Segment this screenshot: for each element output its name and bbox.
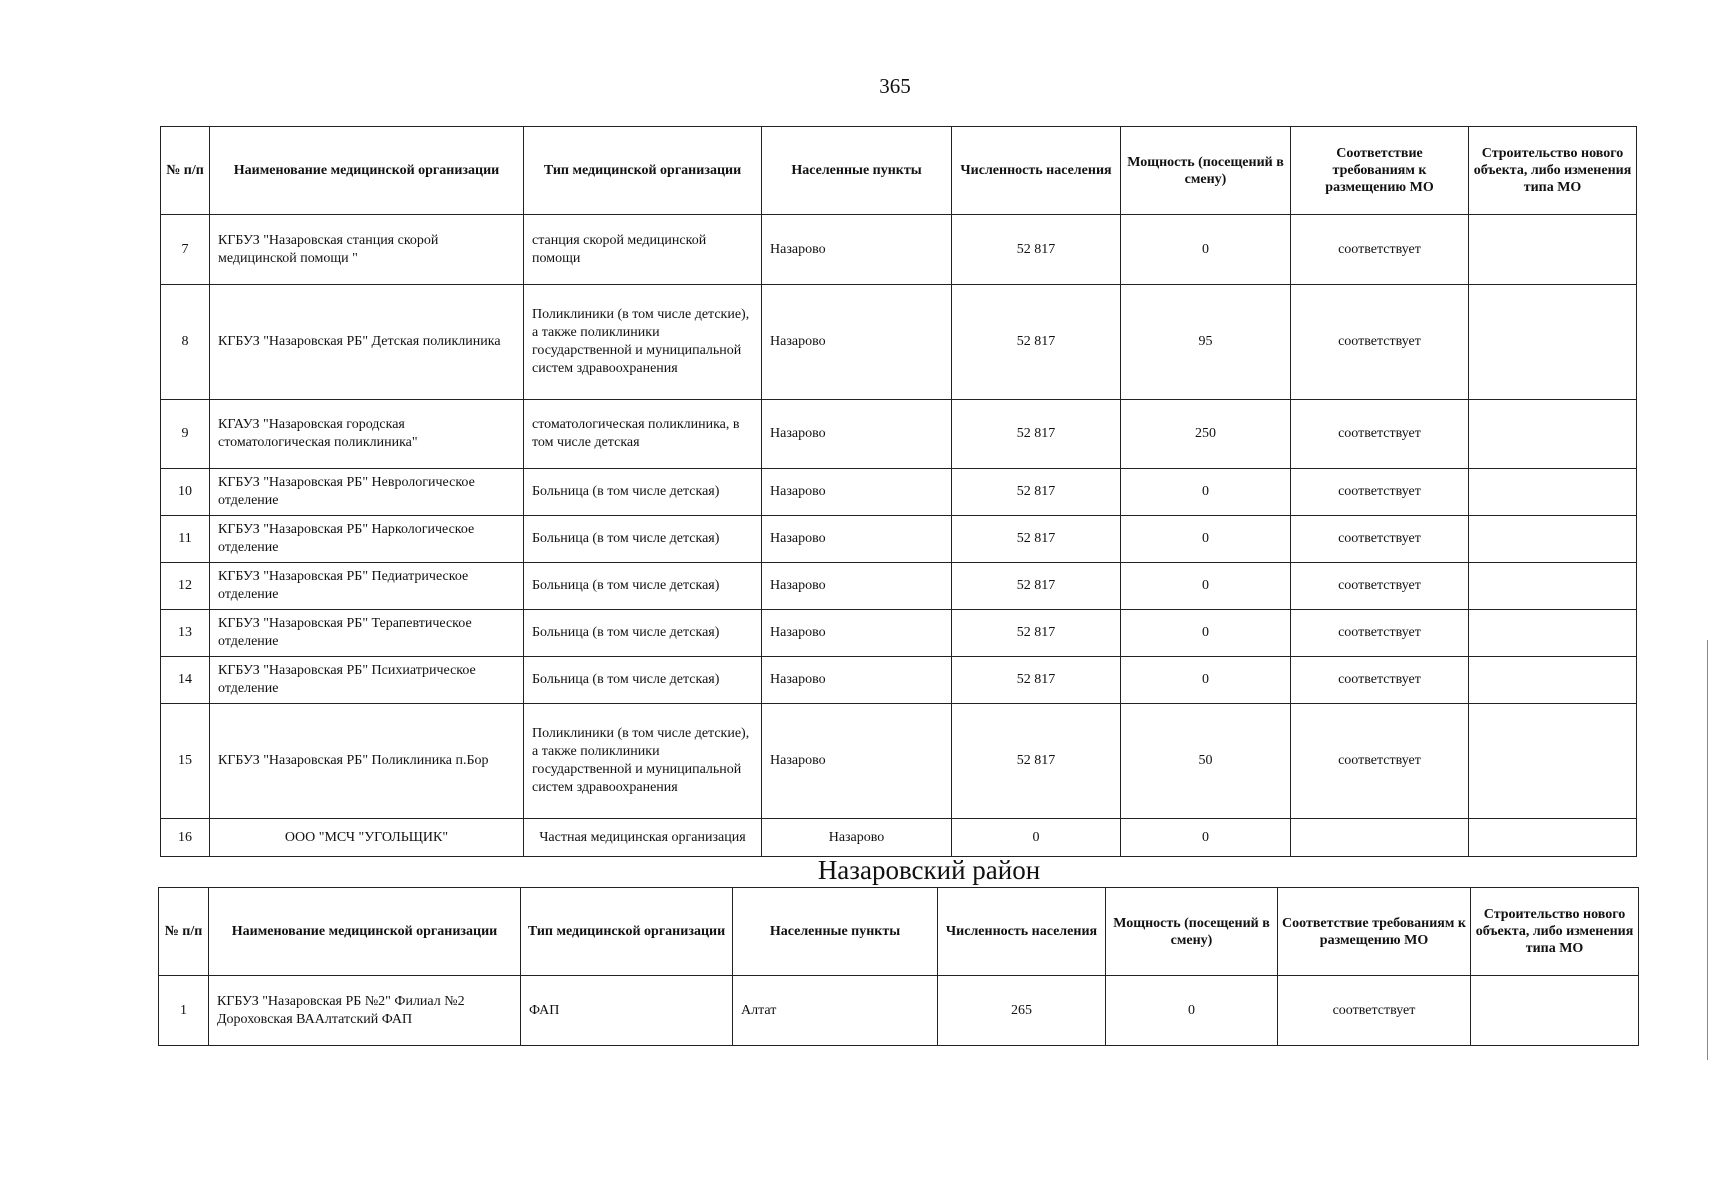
header-construction: Строительство нового объекта, либо изменения типа МО (1471, 888, 1639, 976)
row-population: 52 817 (952, 215, 1121, 285)
row-type: Поликлиники (в том числе детские), а также поликлиники государственной и муниципальной систем здравоохранения (524, 704, 762, 819)
row-name: КГБУЗ "Назаровская РБ" Педиатрическое отделение (210, 563, 524, 610)
row-capacity: 0 (1121, 610, 1291, 657)
row-capacity: 95 (1121, 285, 1291, 400)
table-row (161, 215, 1637, 285)
row-settlement: Назарово (762, 469, 952, 516)
row-population: 52 817 (952, 400, 1121, 469)
header-row (161, 127, 1637, 215)
header-name: Наименование медицинской организации (209, 888, 521, 976)
header-population: Численность населения (952, 127, 1121, 215)
row-settlement: Назарово (762, 215, 952, 285)
table-row (161, 469, 1637, 516)
row-settlement: Назарово (762, 563, 952, 610)
header-row (159, 888, 1639, 976)
page-number: 365 (879, 74, 911, 98)
row-settlement: Алтат (733, 976, 938, 1046)
row-type: Больница (в том числе детская) (524, 469, 762, 516)
table-row (161, 563, 1637, 610)
row-construction (1469, 400, 1637, 469)
row-compliance: соответствует (1291, 400, 1469, 469)
row-compliance: соответствует (1278, 976, 1471, 1046)
row-num: 10 (161, 469, 210, 516)
row-type: Больница (в том числе детская) (524, 563, 762, 610)
row-num: 7 (161, 215, 210, 285)
row-capacity: 0 (1121, 215, 1291, 285)
row-settlement: Назарово (762, 400, 952, 469)
row-construction (1469, 516, 1637, 563)
row-construction (1469, 563, 1637, 610)
row-type: Больница (в том числе детская) (524, 516, 762, 563)
row-type: Больница (в том числе детская) (524, 610, 762, 657)
row-num: 16 (161, 819, 210, 857)
row-construction (1469, 285, 1637, 400)
row-construction (1469, 215, 1637, 285)
row-compliance: соответствует (1291, 469, 1469, 516)
row-capacity: 50 (1121, 704, 1291, 819)
table-row (161, 516, 1637, 563)
row-num: 12 (161, 563, 210, 610)
table-row (161, 400, 1637, 469)
row-population: 52 817 (952, 516, 1121, 563)
row-settlement: Назарово (762, 704, 952, 819)
row-capacity: 0 (1121, 657, 1291, 704)
scan-edge-line (1707, 640, 1708, 1060)
row-compliance: соответствует (1291, 704, 1469, 819)
row-compliance: соответствует (1291, 285, 1469, 400)
header-settlements: Населенные пункты (733, 888, 938, 976)
row-compliance: соответствует (1291, 657, 1469, 704)
row-capacity: 0 (1121, 819, 1291, 857)
row-construction (1471, 976, 1639, 1046)
row-settlement: Назарово (762, 819, 952, 857)
row-type: ФАП (521, 976, 733, 1046)
header-type: Тип медицинской организации (524, 127, 762, 215)
row-type: Больница (в том числе детская) (524, 657, 762, 704)
table-row (161, 704, 1637, 819)
row-capacity: 250 (1121, 400, 1291, 469)
row-population: 52 817 (952, 469, 1121, 516)
row-population: 265 (938, 976, 1106, 1046)
row-construction (1469, 657, 1637, 704)
district-title: Назаровский район (817, 855, 1041, 885)
row-name: КГБУЗ "Назаровская РБ" Поликлиника п.Бор (210, 704, 524, 819)
row-name: КГБУЗ "Назаровская РБ" Наркологическое отделение (210, 516, 524, 563)
header-compliance: Соответствие требованиям к размещению МО (1278, 888, 1471, 976)
header-num: № п/п (161, 127, 210, 215)
table-row (161, 285, 1637, 400)
row-num: 14 (161, 657, 210, 704)
row-type: станция скорой медицинской помощи (524, 215, 762, 285)
header-construction: Строительство нового объекта, либо изменения типа МО (1469, 127, 1637, 215)
row-num: 15 (161, 704, 210, 819)
row-construction (1469, 610, 1637, 657)
row-num: 11 (161, 516, 210, 563)
row-construction (1469, 704, 1637, 819)
row-population: 52 817 (952, 285, 1121, 400)
row-compliance: соответствует (1291, 215, 1469, 285)
row-compliance (1291, 819, 1469, 857)
row-type: Поликлиники (в том числе детские), а также поликлиники государственной и муниципальной систем здравоохранения (524, 285, 762, 400)
row-compliance: соответствует (1291, 563, 1469, 610)
header-capacity: Мощность (посещений в смену) (1106, 888, 1278, 976)
row-population: 0 (952, 819, 1121, 857)
row-settlement: Назарово (762, 610, 952, 657)
table-row (159, 976, 1639, 1046)
row-type: стоматологическая поликлиника, в том числе детская (524, 400, 762, 469)
row-num: 1 (159, 976, 209, 1046)
row-capacity: 0 (1121, 516, 1291, 563)
row-construction (1469, 819, 1637, 857)
row-capacity: 0 (1106, 976, 1278, 1046)
header-capacity: Мощность (посещений в смену) (1121, 127, 1291, 215)
row-population: 52 817 (952, 704, 1121, 819)
row-name: КГБУЗ "Назаровская РБ" Психиатрическое отделение (210, 657, 524, 704)
row-population: 52 817 (952, 610, 1121, 657)
row-name: КГБУЗ "Назаровская РБ" Терапевтическое отделение (210, 610, 524, 657)
header-name: Наименование медицинской организации (210, 127, 524, 215)
header-settlements: Населенные пункты (762, 127, 952, 215)
row-num: 8 (161, 285, 210, 400)
row-compliance: соответствует (1291, 610, 1469, 657)
row-name: КГБУЗ "Назаровская РБ" Детская поликлиника (210, 285, 524, 400)
row-name: КГАУЗ "Назаровская городская стоматологическая поликлиника" (210, 400, 524, 469)
header-type: Тип медицинской организации (521, 888, 733, 976)
district-table (158, 887, 1639, 1046)
row-type: Частная медицинская организация (524, 819, 762, 857)
row-num: 13 (161, 610, 210, 657)
row-capacity: 0 (1121, 469, 1291, 516)
row-settlement: Назарово (762, 285, 952, 400)
row-name: ООО "МСЧ "УГОЛЬЩИК" (210, 819, 524, 857)
row-name: КГБУЗ "Назаровская РБ №2" Филиал №2 Дороховская ВААлтатский ФАП (209, 976, 521, 1046)
header-compliance: Соответствие требованиям к размещению МО (1291, 127, 1469, 215)
row-compliance: соответствует (1291, 516, 1469, 563)
row-num: 9 (161, 400, 210, 469)
row-settlement: Назарово (762, 657, 952, 704)
header-num: № п/п (159, 888, 209, 976)
row-capacity: 0 (1121, 563, 1291, 610)
table-row (161, 819, 1637, 857)
table-row (161, 657, 1637, 704)
row-name: КГБУЗ "Назаровская РБ" Неврологическое отделение (210, 469, 524, 516)
row-construction (1469, 469, 1637, 516)
facilities-table (160, 126, 1637, 857)
row-population: 52 817 (952, 563, 1121, 610)
row-name: КГБУЗ "Назаровская станция скорой медицинской помощи " (210, 215, 524, 285)
row-settlement: Назарово (762, 516, 952, 563)
header-population: Численность населения (938, 888, 1106, 976)
table-row (161, 610, 1637, 657)
row-population: 52 817 (952, 657, 1121, 704)
